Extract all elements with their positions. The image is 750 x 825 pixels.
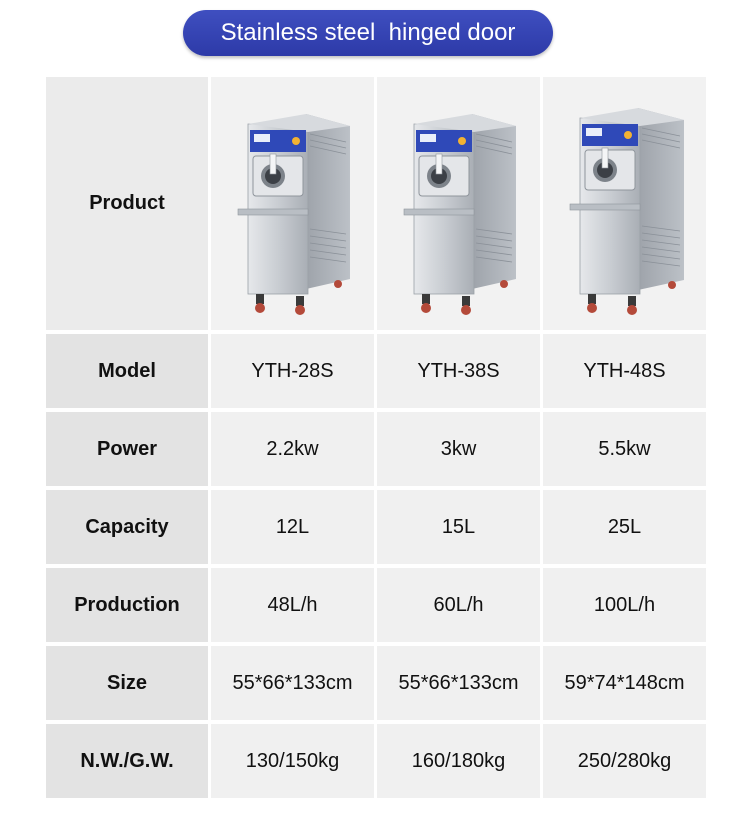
row-label-product: Product xyxy=(46,77,208,330)
capacity-value-3: 25L xyxy=(543,490,706,564)
size-value-1: 55*66*133cm xyxy=(211,646,374,720)
weight-value-2: 160/180kg xyxy=(377,724,540,798)
power-value-1: 2.2kw xyxy=(211,412,374,486)
production-value-2: 60L/h xyxy=(377,568,540,642)
product-image-2 xyxy=(377,77,540,330)
production-value-3: 100L/h xyxy=(543,568,706,642)
row-label-size: Size xyxy=(46,646,208,720)
page-title: Stainless steel hinged door xyxy=(183,10,553,56)
power-value-3: 5.5kw xyxy=(543,412,706,486)
spec-table xyxy=(46,77,705,798)
power-value-2: 3kw xyxy=(377,412,540,486)
row-label-power: Power xyxy=(46,412,208,486)
row-label-weight: N.W./G.W. xyxy=(46,724,208,798)
size-value-3: 59*74*148cm xyxy=(543,646,706,720)
product-image-1 xyxy=(211,77,374,330)
row-label-model: Model xyxy=(46,334,208,408)
model-value-1: YTH-28S xyxy=(211,334,374,408)
ice-cream-machine-icon xyxy=(550,84,700,324)
model-value-2: YTH-38S xyxy=(377,334,540,408)
product-image-3 xyxy=(543,77,706,330)
model-value-3: YTH-48S xyxy=(543,334,706,408)
size-value-2: 55*66*133cm xyxy=(377,646,540,720)
capacity-value-2: 15L xyxy=(377,490,540,564)
weight-value-1: 130/150kg xyxy=(211,724,374,798)
weight-value-3: 250/280kg xyxy=(543,724,706,798)
row-label-production: Production xyxy=(46,568,208,642)
ice-cream-machine-icon xyxy=(218,84,368,324)
capacity-value-1: 12L xyxy=(211,490,374,564)
row-label-capacity: Capacity xyxy=(46,490,208,564)
production-value-1: 48L/h xyxy=(211,568,374,642)
ice-cream-machine-icon xyxy=(384,84,534,324)
